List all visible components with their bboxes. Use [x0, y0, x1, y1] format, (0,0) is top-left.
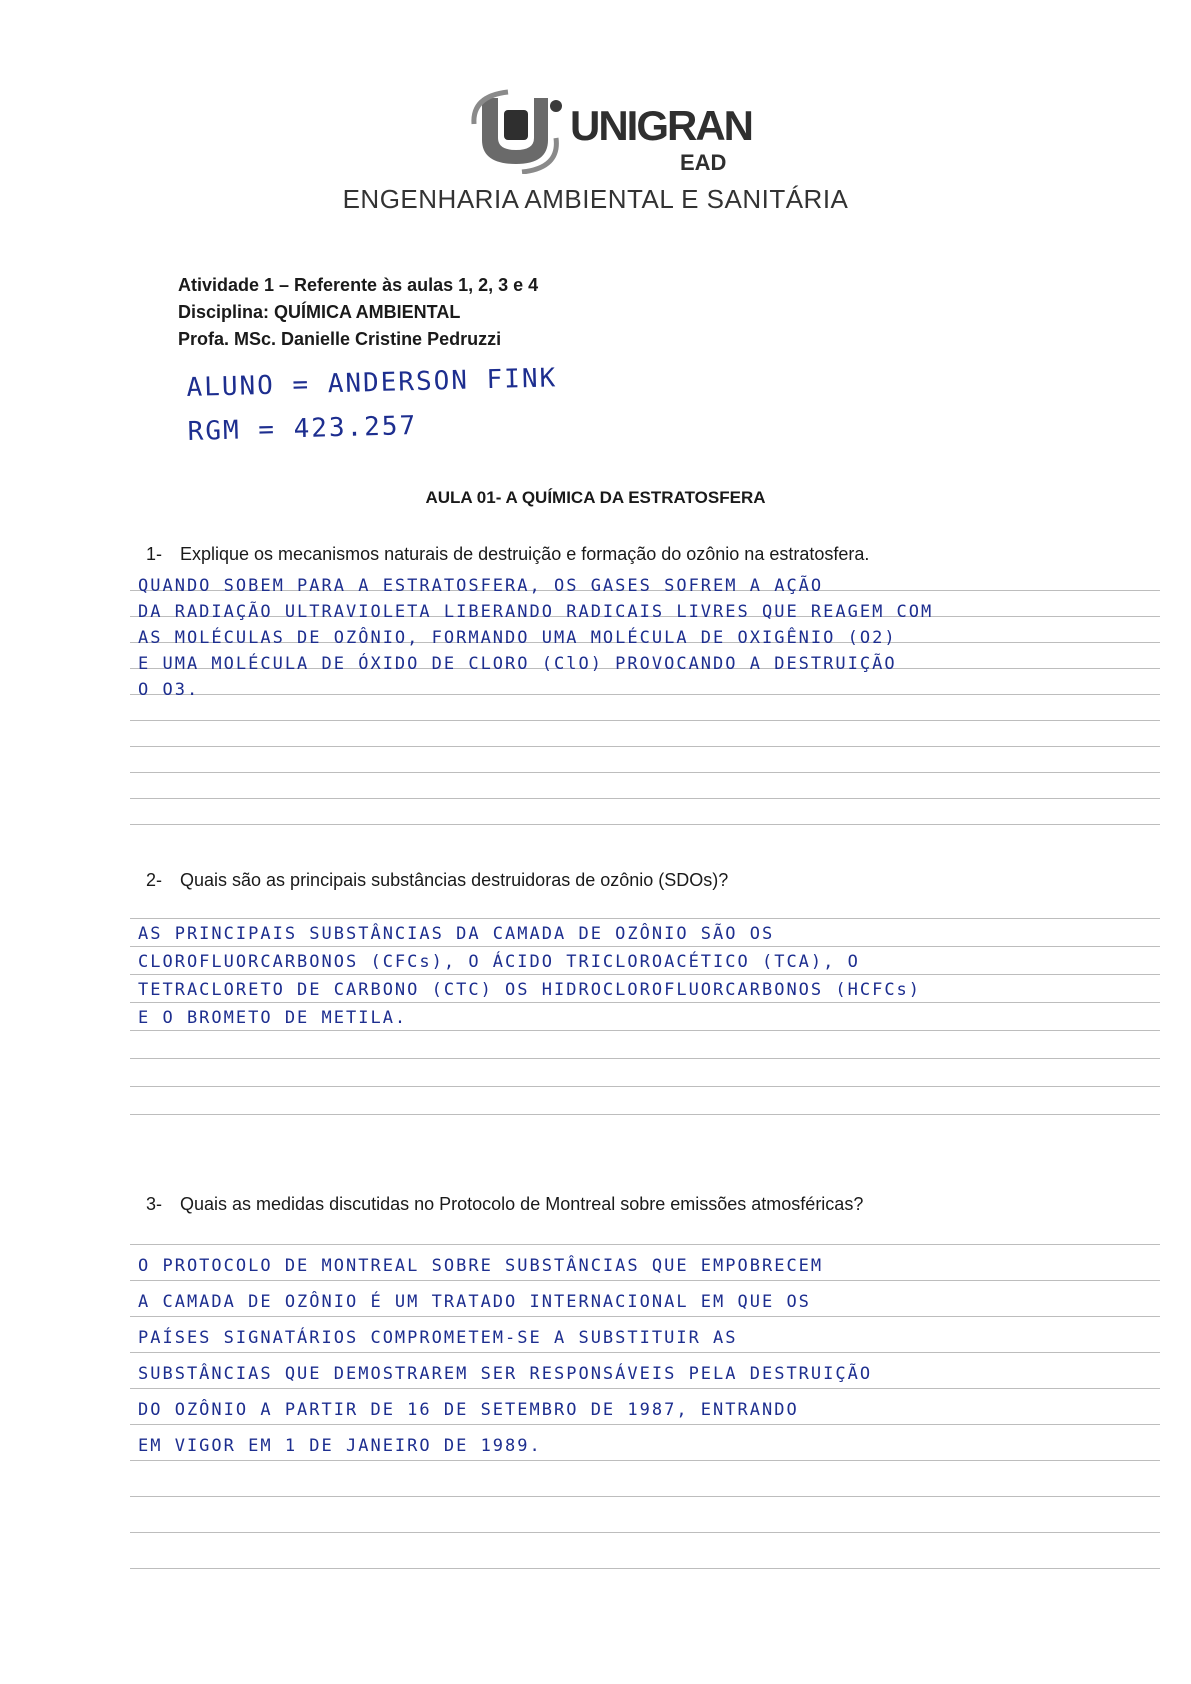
- question-2: [146, 870, 728, 891]
- ruled-line: [130, 1058, 1160, 1059]
- ruled-line: [130, 1280, 1160, 1281]
- ruled-line: [130, 918, 1160, 919]
- student-name: ALUNO = ANDERSON FINK: [186, 363, 558, 403]
- brand-sub: EAD: [680, 150, 727, 175]
- ruled-line: [130, 746, 1160, 747]
- answer-line: AS MOLÉCULAS DE OZÔNIO, FORMANDO UMA MOLÉCULA DE OXIGÊNIO (O2): [138, 628, 897, 648]
- question-number: 3-: [146, 1194, 163, 1214]
- ruled-line: [130, 1460, 1160, 1461]
- answer-line: QUANDO SOBEM PARA A ESTRATOSFERA, OS GASES SOFREM A AÇÃO: [138, 576, 824, 596]
- answer-line: E UMA MOLÉCULA DE ÓXIDO DE CLORO (ClO) PROVOCANDO A DESTRUIÇÃO: [138, 654, 897, 674]
- ruled-line: [130, 694, 1160, 695]
- question-number: 1-: [146, 544, 163, 564]
- answer-line: CLOROFLUORCARBONOS (CFCs), O ÁCIDO TRICLOROACÉTICO (TCA), O: [138, 952, 860, 972]
- ruled-line: [130, 1568, 1160, 1569]
- question-1: [146, 544, 869, 565]
- answer-line: DO OZÔNIO A PARTIR DE 16 DE SETEMBRO DE 1987, ENTRANDO: [138, 1400, 799, 1420]
- unigran-logo: [468, 88, 752, 175]
- ruled-line: [130, 974, 1160, 975]
- answer-line: EM VIGOR EM 1 DE JANEIRO DE 1989.: [138, 1436, 542, 1456]
- discipline-line: Disciplina: QUÍMICA AMBIENTAL: [178, 302, 461, 322]
- ruled-line: [130, 1496, 1160, 1497]
- ruled-line: [130, 1086, 1160, 1087]
- ruled-line: [130, 946, 1160, 947]
- answer-line: O PROTOCOLO DE MONTREAL SOBRE SUBSTÂNCIAS QUE EMPOBRECEM: [138, 1256, 824, 1276]
- answer-1: [130, 570, 1160, 840]
- answer-line: DA RADIAÇÃO ULTRAVIOLETA LIBERANDO RADICAIS LIVRES QUE REAGEM COM: [138, 602, 934, 622]
- question-number: 2-: [146, 870, 163, 890]
- answer-line: O O3.: [138, 680, 200, 700]
- logo-mark-icon: [468, 88, 564, 174]
- answer-line: A CAMADA DE OZÔNIO É UM TRATADO INTERNACIONAL EM QUE OS: [138, 1292, 811, 1312]
- answer-line: SUBSTÂNCIAS QUE DEMOSTRAREM SER RESPONSÁVEIS PELA DESTRUIÇÃO: [138, 1364, 873, 1384]
- course-title: ENGENHARIA AMBIENTAL E SANITÁRIA: [342, 184, 849, 214]
- ruled-line: [130, 1030, 1160, 1031]
- answer-line: TETRACLORETO DE CARBONO (CTC) OS HIDROCLOROFLUORCARBONOS (HCFCs): [138, 980, 922, 1000]
- ruled-line: [130, 798, 1160, 799]
- question-text: Explique os mecanismos naturais de destruição e formação do ozônio na estratosfera.: [180, 544, 870, 564]
- answer-3: [130, 1240, 1160, 1580]
- activity-line: Atividade 1 – Referente às aulas 1, 2, 3 e 4: [178, 275, 539, 295]
- answer-2: [130, 912, 1160, 1132]
- answer-line: PAÍSES SIGNATÁRIOS COMPROMETEM-SE A SUBSTITUIR AS: [138, 1328, 738, 1348]
- activity-info: [178, 272, 538, 353]
- answer-line: E O BROMETO DE METILA.: [138, 1008, 408, 1028]
- ruled-line: [130, 1424, 1160, 1425]
- ruled-line: [130, 1244, 1160, 1245]
- student-rgm: RGM = 423.257: [187, 410, 418, 447]
- ruled-line: [130, 720, 1160, 721]
- answer-line: AS PRINCIPAIS SUBSTÂNCIAS DA CAMADA DE OZÔNIO SÃO OS: [138, 924, 775, 944]
- lesson-title: AULA 01- A QUÍMICA DA ESTRATOSFERA: [425, 488, 766, 507]
- ruled-line: [130, 824, 1160, 825]
- ruled-line: [130, 1352, 1160, 1353]
- question-3: [146, 1194, 863, 1215]
- ruled-line: [130, 1532, 1160, 1533]
- brand-name: UNIGRAN: [570, 102, 752, 149]
- ruled-line: [130, 1316, 1160, 1317]
- question-text: Quais são as principais substâncias destruidoras de ozônio (SDOs)?: [180, 870, 729, 890]
- professor-line: Profa. MSc. Danielle Cristine Pedruzzi: [178, 329, 502, 349]
- ruled-line: [130, 1114, 1160, 1115]
- student-info: [186, 356, 559, 454]
- question-text: Quais as medidas discutidas no Protocolo de Montreal sobre emissões atmosféricas?: [180, 1194, 864, 1214]
- ruled-line: [130, 772, 1160, 773]
- ruled-line: [130, 1388, 1160, 1389]
- ruled-line: [130, 1002, 1160, 1003]
